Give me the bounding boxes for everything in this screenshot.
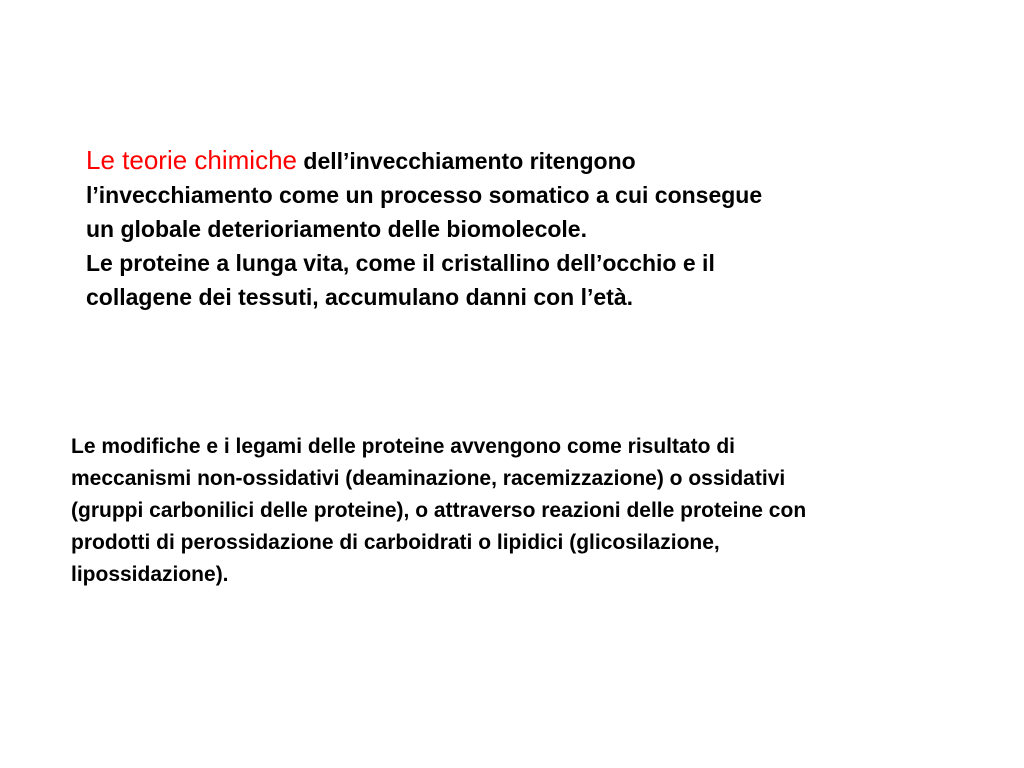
paragraph1-line1-rest: dell’invecchiamento ritengono	[297, 148, 636, 174]
protein-modifications-paragraph	[71, 431, 1011, 591]
paragraph1-line4: Le proteine a lunga vita, come il cristallino dell’occhio e il	[86, 250, 715, 276]
paragraph2-line2: meccanismi non-ossidativi (deaminazione, racemizzazione) o ossidativi	[71, 467, 786, 490]
chemical-theories-heading: Le teorie chimiche	[86, 145, 297, 175]
paragraph1-line2: l’invecchiamento come un processo somatico a cui consegue	[86, 182, 763, 208]
paragraph2-line1: Le modifiche e i legami delle proteine avvengono come risultato di	[71, 435, 735, 458]
paragraph1-line3: un globale deterioriamento delle biomolecole.	[86, 216, 587, 242]
paragraph2-line5: lipossidazione).	[71, 563, 229, 586]
chemical-theories-paragraph	[86, 143, 986, 314]
paragraph2-line3: (gruppi carbonilici delle proteine), o attraverso reazioni delle proteine con	[71, 499, 807, 522]
paragraph2-line4: prodotti di perossidazione di carboidrati o lipidici (glicosilazione,	[71, 531, 720, 554]
paragraph1-line1	[86, 143, 986, 178]
paragraph1-line5: collagene dei tessuti, accumulano danni con l’età.	[86, 284, 634, 310]
